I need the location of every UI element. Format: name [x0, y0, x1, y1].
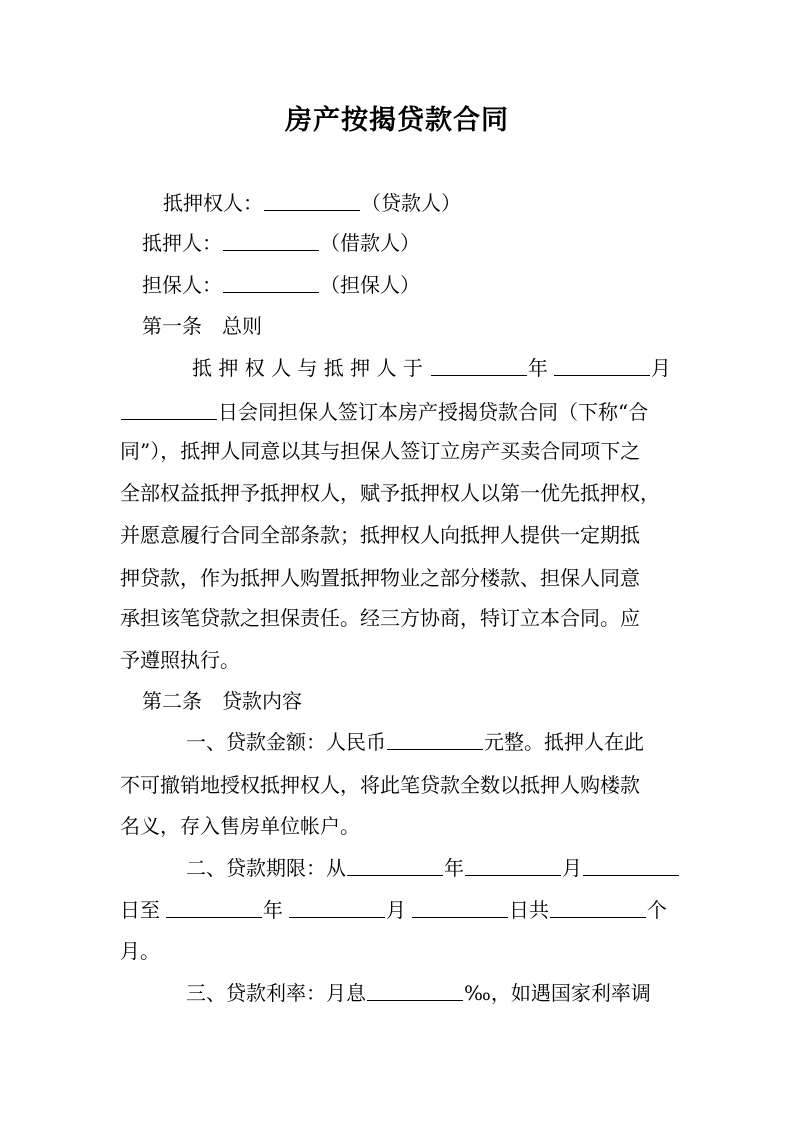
date-month-blank [554, 355, 650, 376]
article1-line5: 并愿意履行合同全部条款；抵押权人向抵押人提供一定期抵 [120, 523, 640, 547]
month-label: 月 [650, 356, 671, 380]
term-start-year-blank [347, 855, 443, 876]
year-label: 年 [527, 356, 548, 380]
term-end-month-label: 月 [386, 898, 406, 922]
term-end-year-label: 年 [263, 898, 283, 922]
loan-term-label: 二、贷款期限：从 [186, 856, 346, 880]
article1-heading: 第一条 总则 [142, 314, 262, 338]
article1-line7: 承担该笔贷款之担保责任。经三方协商，特订立本合同。应 [120, 606, 640, 630]
term-start-year-label: 年 [444, 856, 464, 880]
document-title: 房产按揭贷款合同 [285, 105, 509, 136]
article1-line6: 押贷款，作为抵押人购置抵押物业之部分楼款、担保人同意 [120, 566, 640, 590]
article1-line1 [192, 353, 671, 383]
guarantor-blank [223, 272, 319, 293]
article1-line8: 予遵照执行。 [120, 648, 240, 672]
loan-amount-line2: 不可撤销地授权抵押权人，将此笔贷款全数以抵押人购楼款 [120, 773, 640, 797]
loan-term-line3: 月。 [120, 939, 160, 963]
loan-amount-text: 元整。抵押人在此 [484, 730, 644, 754]
mortgagee-blank [264, 190, 360, 211]
mortgagee-role: （贷款人） [361, 191, 461, 215]
term-total-label: 日共 [509, 898, 549, 922]
loan-amount-line3: 名义，存入售房单位帐户。 [120, 814, 360, 838]
mortgagor-role: （借款人） [320, 231, 420, 255]
guarantor-label: 担保人： [142, 273, 222, 297]
guarantor-role: （担保人） [320, 273, 420, 297]
article2-heading: 第二条 贷款内容 [142, 689, 302, 713]
article1-line4: 全部权益抵押予抵押权人，赋予抵押权人以第一优先抵押权， [120, 481, 660, 505]
date-year-blank [431, 355, 527, 376]
term-end-year-blank [166, 897, 262, 918]
article1-line2-text: 日会同担保人签订本房产授揭贷款合同（下称“合 [218, 400, 649, 424]
loan-term-line1 [186, 853, 680, 883]
mortgagor-blank [223, 230, 319, 251]
party-guarantor [142, 270, 420, 300]
mortgagee-label: 抵押权人： [163, 191, 263, 215]
party-mortgagor [142, 228, 420, 258]
term-day-to: 日至 [120, 898, 160, 922]
term-end-day-blank [412, 897, 508, 918]
loan-term-line2 [120, 895, 667, 925]
loan-amount-blank [387, 729, 483, 750]
term-start-day-blank [583, 855, 679, 876]
loan-amount-label: 一、贷款金额：人民币 [186, 730, 386, 754]
interest-rate-line1 [186, 978, 651, 1008]
article1-line3: 同”），抵押人同意以其与担保人签订立房产买卖合同项下之 [120, 439, 641, 463]
term-start-month-blank [465, 855, 561, 876]
interest-rate-text: ‰，如遇国家利率调 [464, 981, 651, 1005]
term-end-month-blank [289, 897, 385, 918]
mortgagor-label: 抵押人： [142, 231, 222, 255]
party-mortgagee [163, 188, 461, 218]
article1-line2 [120, 397, 648, 427]
interest-rate-blank [367, 980, 463, 1001]
loan-amount-line1 [186, 727, 644, 757]
term-start-month-label: 月 [562, 856, 582, 880]
term-months-unit: 个 [647, 898, 667, 922]
article1-line1-text: 抵 押 权 人 与 抵 押 人 于 [192, 356, 423, 380]
interest-rate-label: 三、贷款利率：月息 [186, 981, 366, 1005]
term-months-blank [550, 897, 646, 918]
date-day-blank [121, 399, 217, 420]
